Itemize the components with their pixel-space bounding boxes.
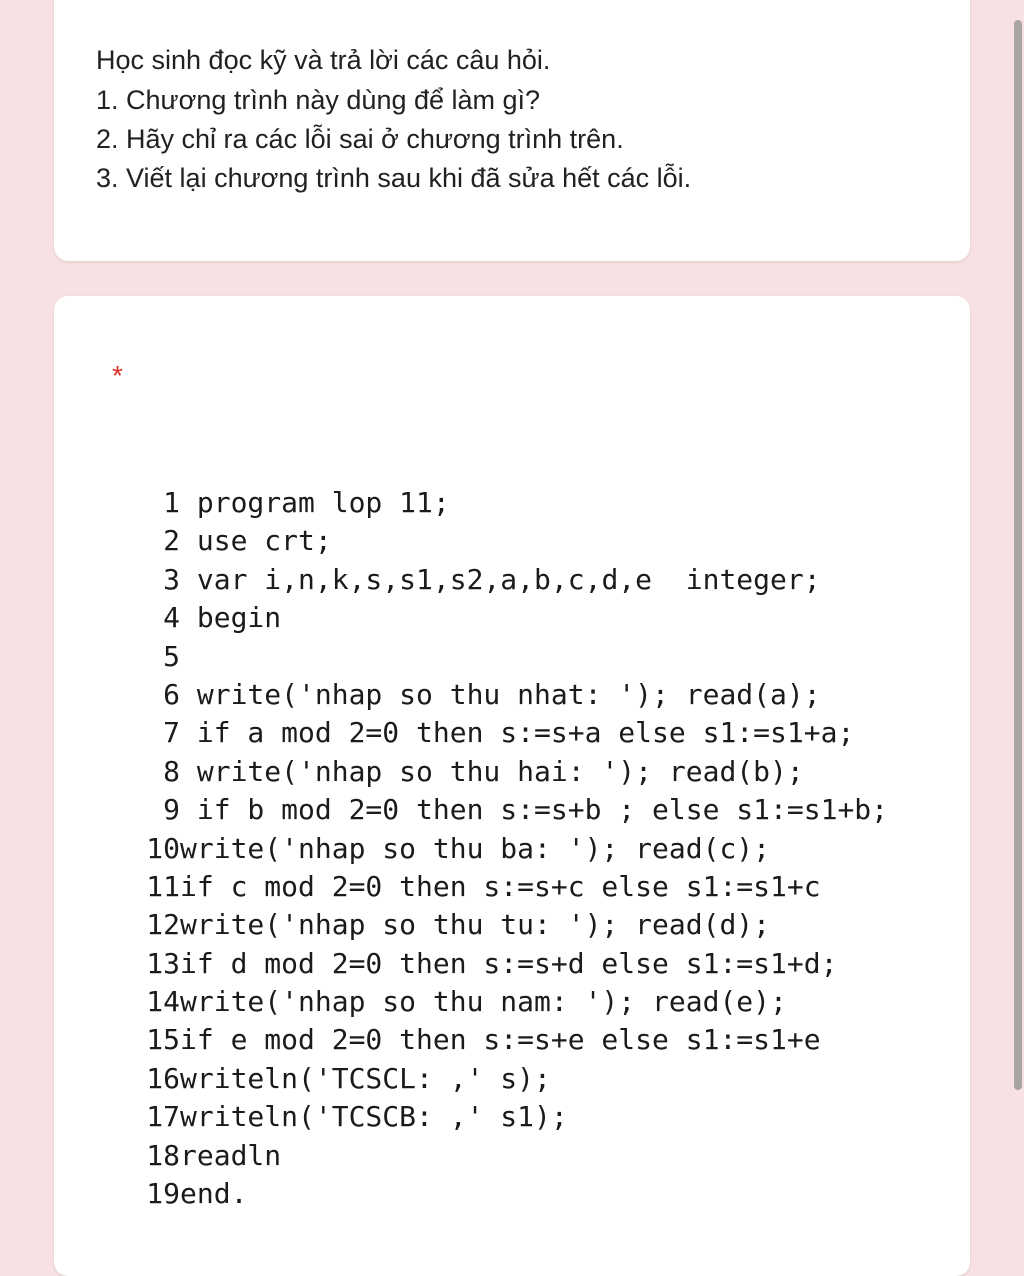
code-line	[128, 1175, 888, 1213]
instructions-card	[54, 0, 970, 261]
code-line	[128, 906, 888, 944]
code-text: if b mod 2=0 then s:=s+b ; else s1:=s1+b;	[196, 793, 889, 827]
code-line	[128, 1021, 888, 1059]
code-line	[128, 714, 888, 752]
code-text: if c mod 2=0 then s:=s+c else s1:=s1+c	[180, 869, 821, 903]
code-text: write('nhap so thu nhat: '); read(a);	[196, 677, 821, 711]
code-line	[128, 484, 888, 522]
code-text: begin	[196, 601, 282, 635]
line-number: 8	[163, 754, 180, 788]
instruction-question-2: 2. Hãy chỉ ra các lỗi sai ở chương trình trên.	[96, 124, 624, 154]
line-number: 14	[146, 985, 180, 1019]
code-line	[128, 868, 888, 906]
code-line	[128, 676, 888, 714]
code-line	[128, 561, 888, 599]
line-number: 5	[163, 639, 180, 673]
code-text: end.	[180, 1177, 248, 1211]
line-number: 10	[146, 831, 180, 865]
question-card	[54, 296, 970, 1276]
line-number: 16	[146, 1061, 180, 1095]
code-line	[128, 1098, 888, 1136]
code-line	[128, 753, 888, 791]
required-asterisk: *	[112, 360, 123, 391]
code-text: readln	[180, 1138, 282, 1172]
line-number: 7	[163, 716, 180, 750]
code-image	[128, 484, 888, 1213]
code-text: program lop 11;	[196, 486, 450, 519]
code-text: write('nhap so thu nam: '); read(e);	[180, 985, 787, 1019]
line-number: 9	[163, 793, 180, 827]
code-text: if e mod 2=0 then s:=s+e else s1:=s1+e	[180, 1023, 821, 1057]
line-number: 13	[146, 946, 180, 980]
code-line	[128, 945, 888, 983]
line-number: 18	[146, 1138, 180, 1172]
line-number: 17	[146, 1100, 180, 1134]
line-number: 2	[163, 524, 180, 558]
code-line	[128, 830, 888, 868]
code-text: use crt;	[196, 524, 332, 558]
line-number: 15	[146, 1023, 180, 1057]
code-line	[128, 599, 888, 637]
line-number: 12	[146, 908, 180, 942]
code-text: write('nhap so thu tu: '); read(d);	[180, 908, 771, 942]
line-number: 4	[163, 601, 180, 635]
code-line	[128, 983, 888, 1021]
code-text: writeln('TCSCB: ,' s1);	[180, 1100, 568, 1134]
line-number: 19	[146, 1177, 180, 1211]
instruction-question-1: 1. Chương trình này dùng để làm gì?	[96, 85, 541, 115]
vertical-scrollbar[interactable]	[1014, 20, 1022, 1090]
line-number: 1	[163, 486, 180, 519]
code-text: writeln('TCSCL: ,' s);	[180, 1061, 551, 1095]
code-text: write('nhap so thu ba: '); read(c);	[180, 831, 771, 865]
line-number: 3	[163, 562, 180, 596]
code-text: if d mod 2=0 then s:=s+d else s1:=s1+d;	[180, 946, 838, 980]
instruction-intro: Học sinh đọc kỹ và trả lời các câu hỏi.	[96, 45, 551, 75]
code-line	[128, 791, 888, 829]
code-line	[128, 1137, 888, 1175]
code-line	[128, 522, 888, 560]
code-line	[128, 1060, 888, 1098]
line-number: 6	[163, 677, 180, 711]
code-line	[128, 638, 888, 676]
line-number: 11	[146, 869, 180, 903]
instruction-question-3: 3. Viết lại chương trình sau khi đã sửa hết các lỗi.	[96, 163, 692, 193]
code-text: write('nhap so thu hai: '); read(b);	[196, 754, 804, 788]
code-text	[180, 638, 197, 676]
code-text: if a mod 2=0 then s:=s+a else s1:=s1+a;	[196, 716, 855, 750]
code-text: var i,n,k,s,s1,s2,a,b,c,d,e integer;	[196, 562, 821, 596]
